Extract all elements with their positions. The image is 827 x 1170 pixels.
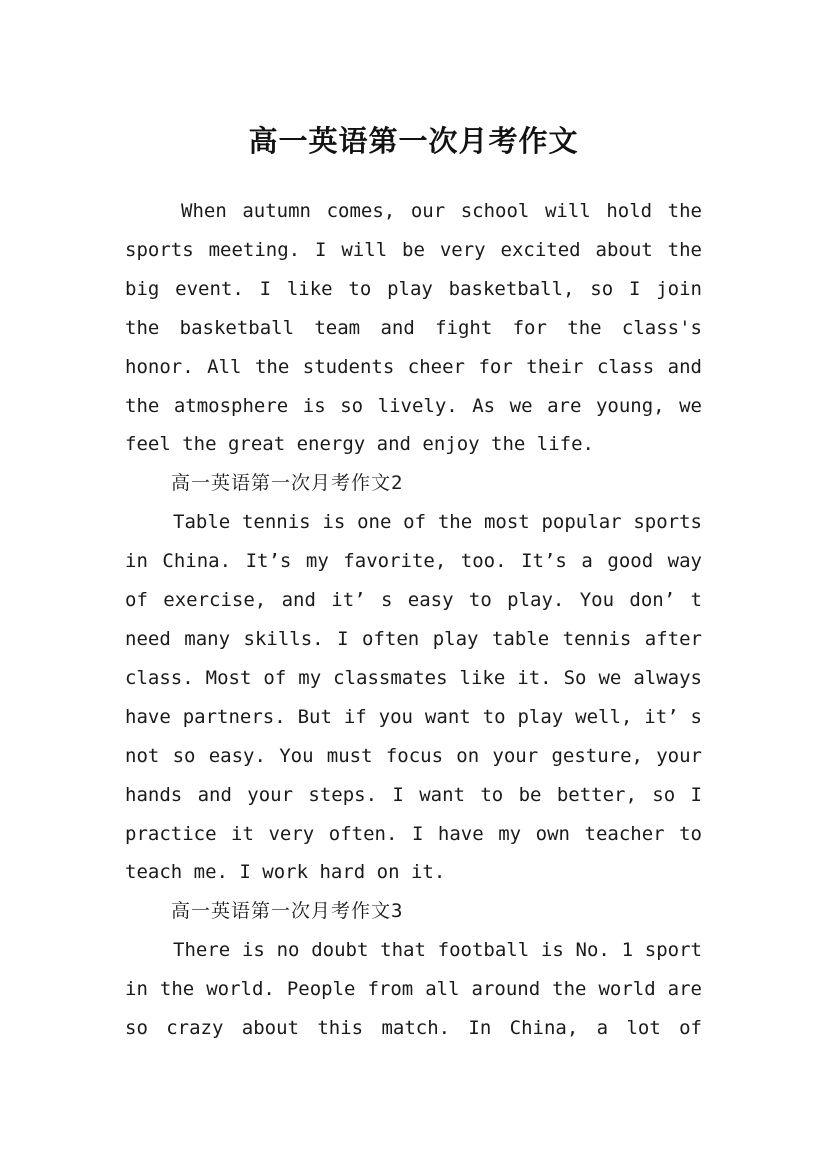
essay-3-heading: 高一英语第一次月考作文3 bbox=[171, 900, 404, 923]
essay-3-paragraph: There is no doubt that football is No. 1 sport in the world. People from all around the world are so crazy about this match. In China, a lot of bbox=[125, 939, 702, 1040]
essay-2-heading: 高一英语第一次月考作文2 bbox=[171, 472, 404, 495]
essay-1-paragraph: When autumn comes, our school will hold the sports meeting. I will be very excited about the big event. I like to play basketball, so I join the basketball team and fight for the class's honor. All the students cheer for their class and the atmosphere is so lively. As we are young, we feel the great energy and enjoy the life. bbox=[125, 200, 702, 456]
document-body bbox=[125, 192, 702, 1048]
page-title: 高一英语第一次月考作文 bbox=[248, 124, 579, 159]
essay-2-paragraph: Table tennis is one of the most popular sports in China. It’s my favorite, too. It’s a good way of exercise, and it’ s easy to play. You don’ t need many skills. I often play table tennis after class. Most of my classmates like it. So we always have partners. But if you want to play well, it’ s not so easy. You must focus on your gesture, your hands and your steps. I want to be better, so I practice it very often. I have my own teacher to teach me. I work hard on it. bbox=[125, 511, 702, 884]
